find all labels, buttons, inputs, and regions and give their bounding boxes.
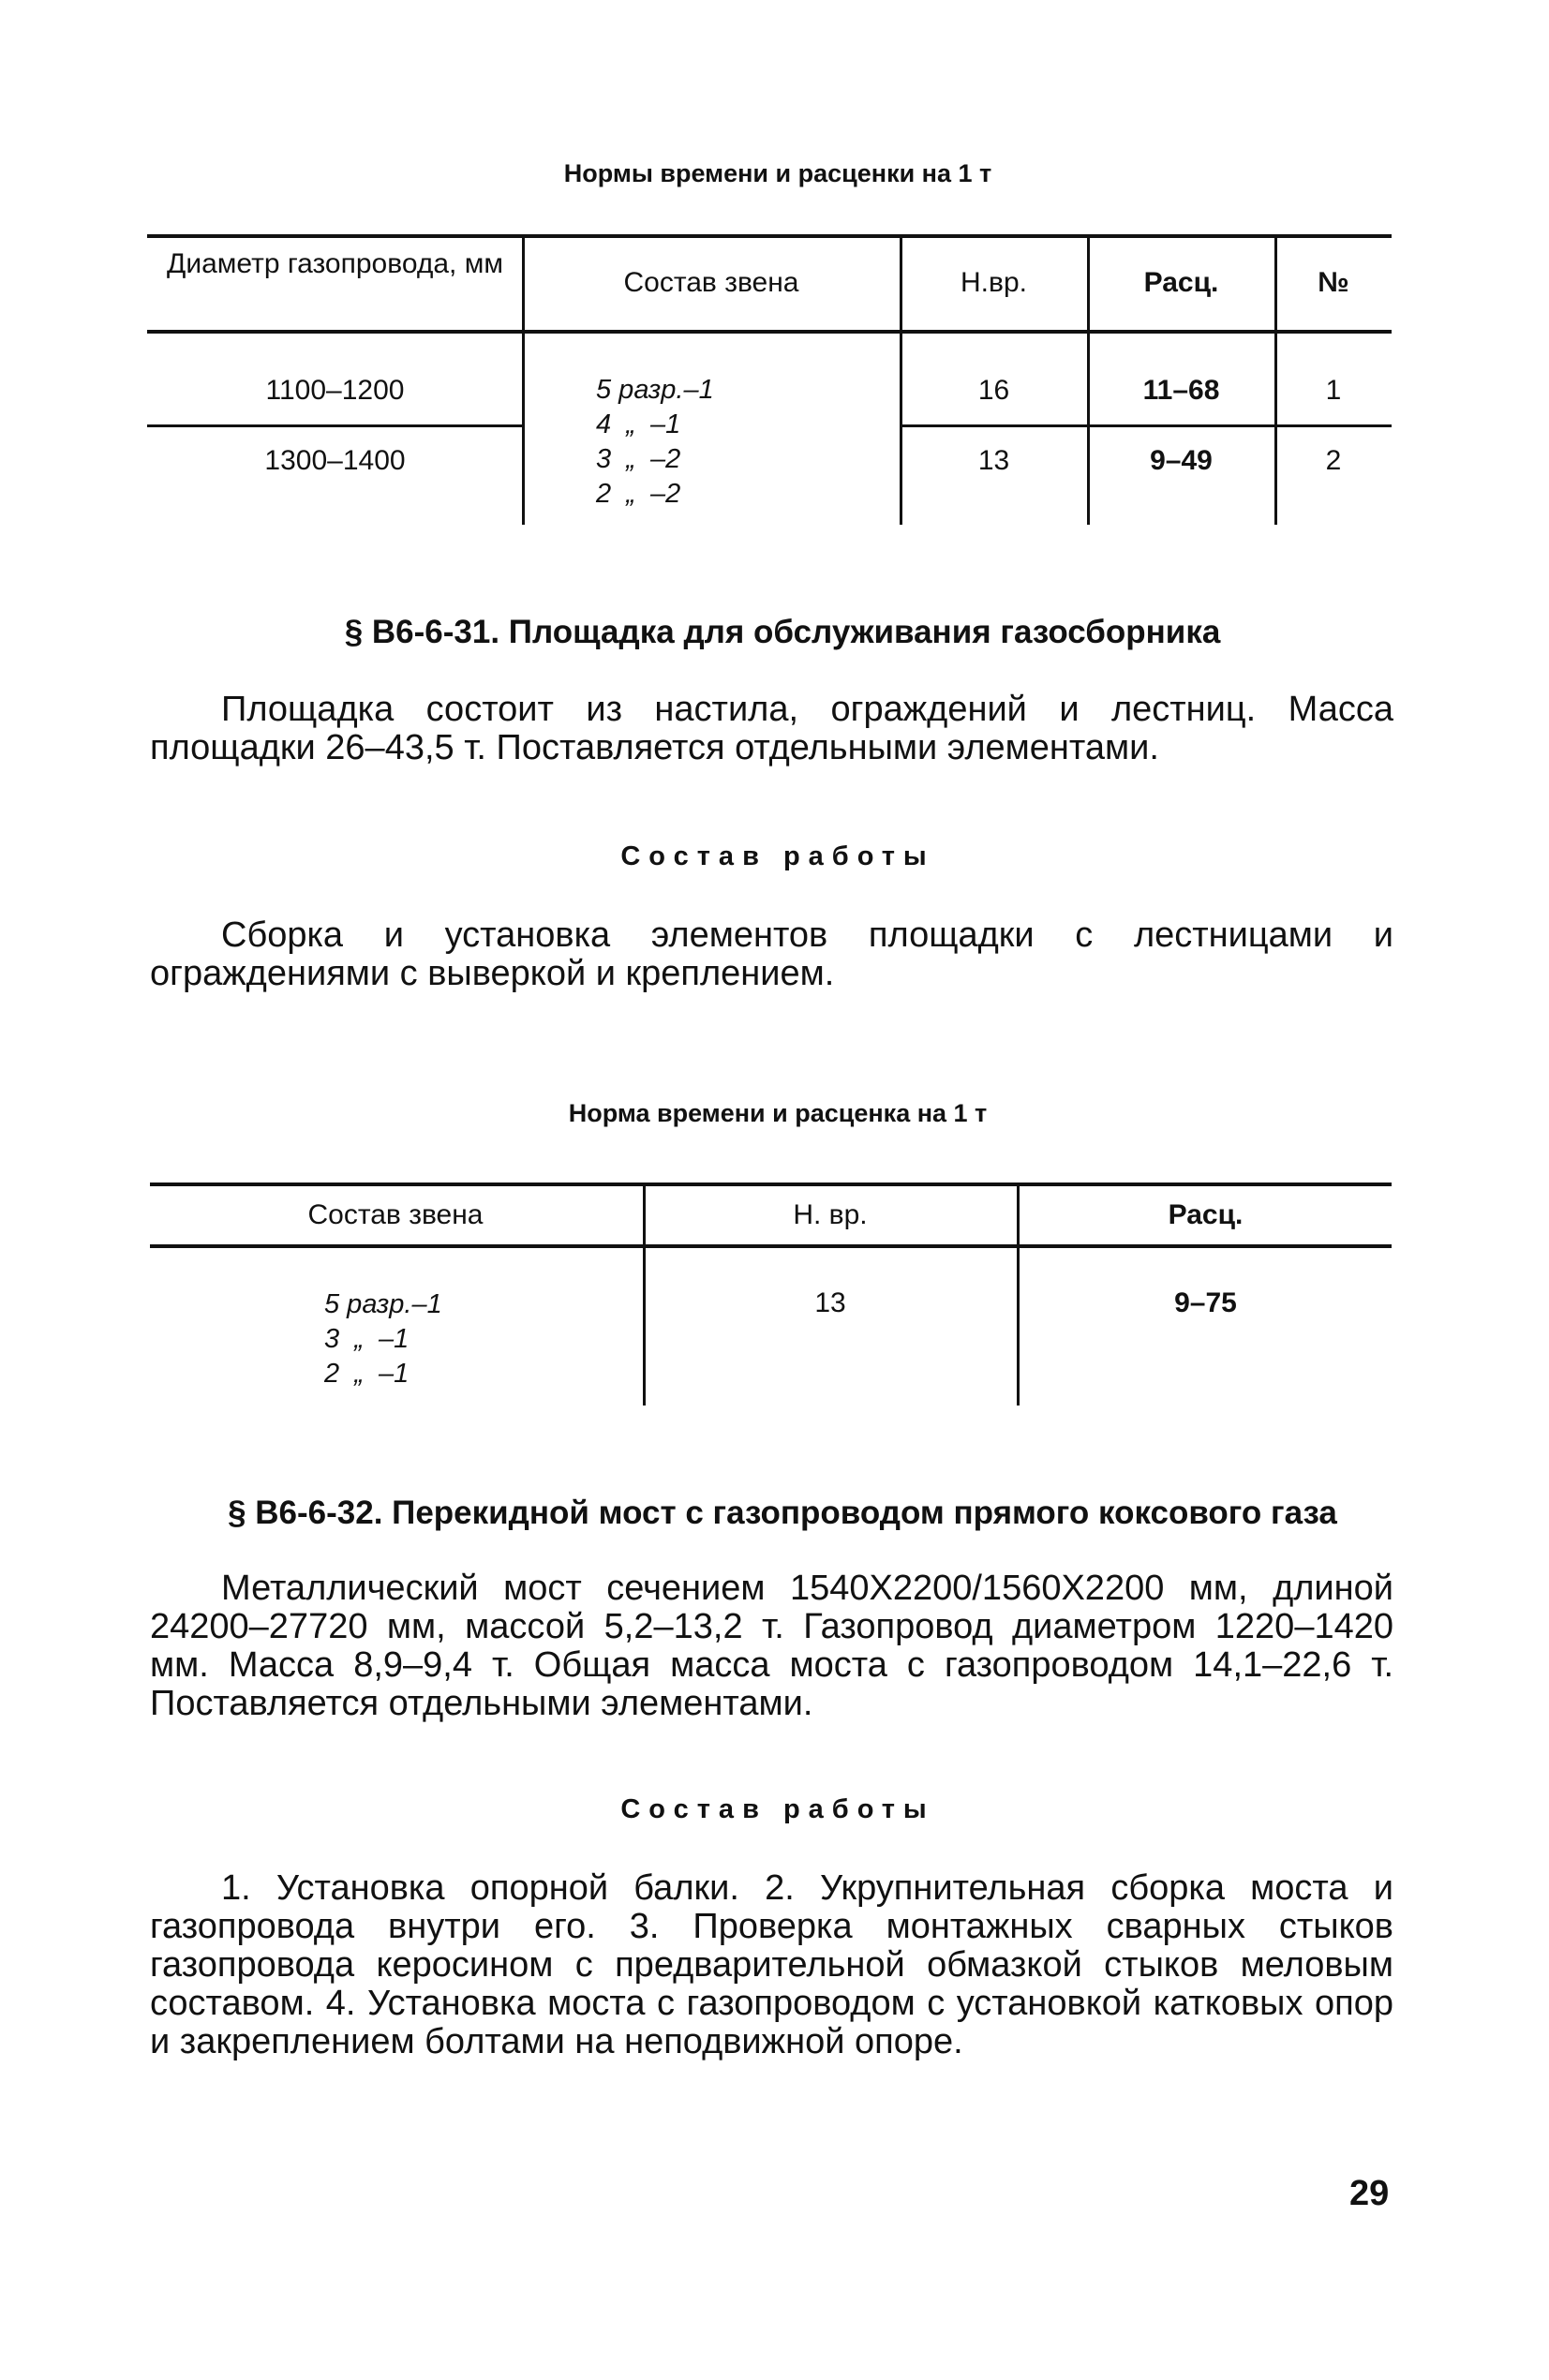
section32-description-text: Металлический мост сечением 1540Х2200/1560Х2200 мм, длиной 24200–27720 мм, массой 5,2–13,2 т. Газопровод диаметром 1220–1420 мм. Масса 8,9–9,4 т. Общая масса моста с газопроводом 14,1–22,6 т. Поставляется отдельными элементами. xyxy=(150,1569,1393,1723)
table2-header-rate: Расц. xyxy=(1168,1199,1244,1230)
table1-crew-line-2: 4 „ –1 xyxy=(596,409,681,439)
page-number: 29 xyxy=(1349,2174,1390,2213)
table1-header-diameter: Диаметр газопровода, мм xyxy=(167,248,503,279)
table1-top-rule xyxy=(147,234,1392,238)
section31-description-text: Площадка состоит из настила, ограждений и лестниц. Масса площадки 26–43,5 т. Поставляется отдельными элементами. xyxy=(150,690,1393,767)
table1-crew-line-1: 5 разр.–1 xyxy=(596,375,714,405)
table2-crew-line-3: 2 „ –1 xyxy=(324,1359,410,1389)
table1-header-rate: Расц. xyxy=(1143,267,1219,298)
table1-row1-rate: 11–68 xyxy=(1142,375,1220,406)
table2-header-crew: Состав звена xyxy=(307,1199,484,1230)
section32-work-title: Состав работы xyxy=(620,1794,935,1824)
table1-header-num: № xyxy=(1318,267,1349,298)
table2-top-rule xyxy=(150,1183,1392,1186)
table1-row1-norm: 16 xyxy=(977,375,1010,406)
table2-caption: Норма времени и расценка на 1 т xyxy=(568,1099,988,1127)
table1-crew-line-4: 2 „ –2 xyxy=(596,479,681,509)
table1-row2-num: 2 xyxy=(1325,445,1342,476)
table1-caption: Нормы времени и расценки на 1 т xyxy=(563,159,992,187)
section31-work-text xyxy=(150,916,1393,993)
table1-header-crew: Состав звена xyxy=(623,267,799,298)
table1-header-norm: Н.вр. xyxy=(961,267,1027,298)
table2-rate: 9–75 xyxy=(1174,1287,1237,1318)
section32-description xyxy=(150,1569,1393,1723)
table1-row2-norm: 13 xyxy=(977,445,1010,476)
table1-row2-diameter: 1300–1400 xyxy=(264,445,406,476)
section31-work-title: Состав работы xyxy=(620,841,935,871)
table1-crew-line-3: 3 „ –2 xyxy=(596,444,681,474)
section31-work-text-body: Сборка и установка элементов площадки с лестницами и ограждениями с выверкой и креплением. xyxy=(150,915,1393,993)
section31-description xyxy=(150,691,1393,767)
table2-crew-line-1: 5 разр.–1 xyxy=(324,1289,442,1319)
table2-header-norm: Н. вр. xyxy=(793,1199,868,1230)
table2-norm: 13 xyxy=(814,1287,846,1318)
table1-header-rule xyxy=(147,330,1392,334)
table1-row-rule-right xyxy=(900,424,1392,427)
table1-row-rule-left xyxy=(147,424,522,427)
section32-work-text xyxy=(150,1869,1393,2061)
section32-heading: § В6-6-32. Перекидной мост с газопроводом прямого коксового газа xyxy=(228,1495,1337,1531)
table1-row2-rate: 9–49 xyxy=(1150,445,1213,476)
table2-crew-line-2: 3 „ –1 xyxy=(324,1324,410,1354)
table1-row1-diameter: 1100–1200 xyxy=(265,375,405,406)
table1-row1-num: 1 xyxy=(1325,375,1342,406)
section32-work-text-body: 1. Установка опорной балки. 2. Укрупнительная сборка моста и газопровода внутри его. 3. Проверка монтажных сварных стыков газопровода керосином с предварительной обмазкой стыков меловым составом. 4. Установка моста с газопроводом с установкой катковых опор и закреплением болтами на неподвижной опоре. xyxy=(150,1868,1393,2061)
table2-header-rule xyxy=(150,1244,1392,1248)
section31-heading: § В6-6-31. Площадка для обслуживания газосборника xyxy=(344,614,1221,650)
